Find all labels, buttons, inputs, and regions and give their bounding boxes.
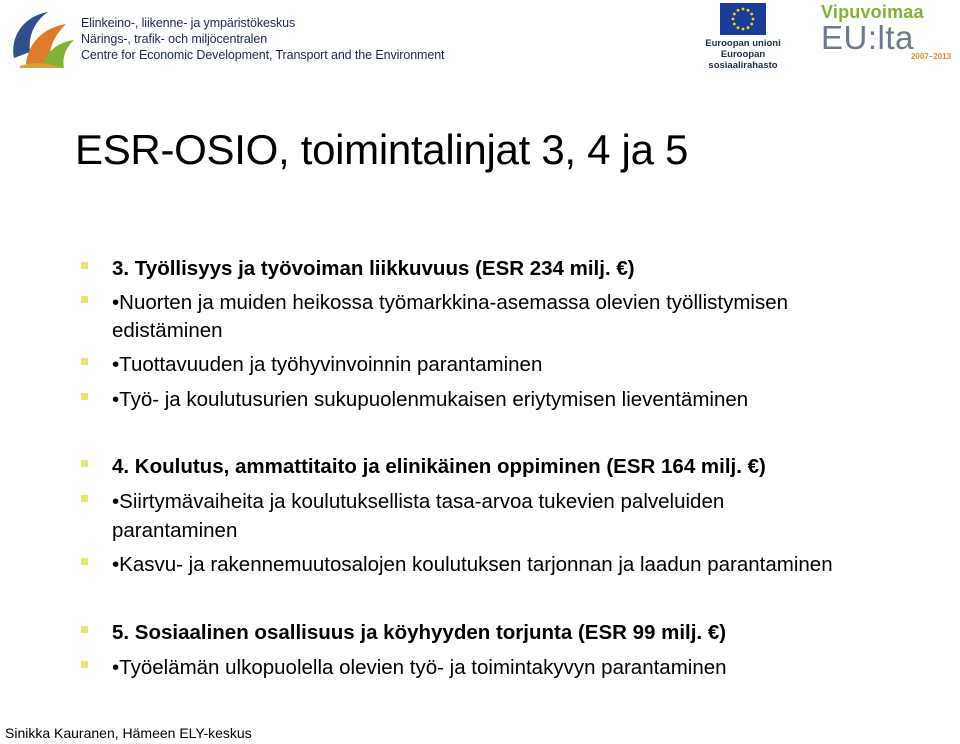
bullet-square-icon — [81, 358, 88, 365]
eu-label-union: Euroopan unioni — [705, 38, 781, 49]
item-text: 5. Sosiaalinen osallisuus ja köyhyyden torjunta (ESR 99 milj. €) — [112, 621, 727, 644]
ely-logo-icon — [6, 6, 76, 70]
bullet-square-icon — [81, 393, 88, 400]
bullet-square-icon — [81, 626, 88, 633]
eu-logo — [688, 3, 798, 71]
ely-line-en: Centre for Economic Development, Transport and the Environment — [81, 48, 445, 62]
ely-line-fi: Elinkeino-, liikenne- ja ympäristökeskus — [81, 16, 296, 30]
bullet-square-icon — [81, 296, 88, 303]
bullet-square-icon — [81, 262, 88, 269]
bullet-square-icon — [81, 661, 88, 668]
item-text-continuation: edistäminen — [112, 319, 223, 342]
slide-title: ESR-OSIO, toimintalinjat 3, 4 ja 5 — [75, 126, 689, 173]
eu-lta-label: EU:lta — [821, 19, 914, 56]
item-text: •Tuottavuuden ja työhyvinvoinnin parantaminen — [112, 353, 543, 376]
ely-name-text — [81, 15, 444, 63]
eu-flag-icon — [720, 3, 766, 35]
item-text: •Työ- ja koulutusurien sukupuolenmukaisen eriytymisen lieventäminen — [112, 388, 749, 411]
item-text-continuation: parantaminen — [112, 519, 238, 542]
item-text: •Kasvu- ja rakennemuutosalojen koulutuksen tarjonnan ja laadun parantaminen — [112, 553, 833, 576]
vipuvoimaa-logo — [821, 2, 957, 61]
item-text: •Siirtymävaiheita ja koulutuksellista tasa-arvoa tukevien palveluiden — [112, 490, 725, 513]
item-text: 3. Työllisyys ja työvoiman liikkuvuus (ESR 234 milj. €) — [112, 257, 635, 280]
item-text: •Nuorten ja muiden heikossa työmarkkina-asemassa olevien työllistymisen — [112, 291, 788, 314]
bullet-square-icon — [81, 460, 88, 467]
program-years: 2007–2013 — [910, 52, 951, 61]
bullet-square-icon — [81, 495, 88, 502]
vipuvoimaa-label: Vipuvoimaa — [821, 2, 924, 22]
ely-line-sv: Närings-, trafik- och miljöcentralen — [81, 32, 268, 46]
footer-author: Sinikka Kauranen, Hämeen ELY-keskus — [5, 725, 252, 741]
item-text: 4. Koulutus, ammattitaito ja elinikäinen oppiminen (ESR 164 milj. €) — [112, 455, 766, 478]
bullet-square-icon — [81, 558, 88, 565]
item-text: •Työelämän ulkopuolella olevien työ- ja toimintakyvyn parantaminen — [112, 656, 727, 679]
eu-label-fund: Euroopan sosiaalirahasto — [708, 49, 778, 71]
